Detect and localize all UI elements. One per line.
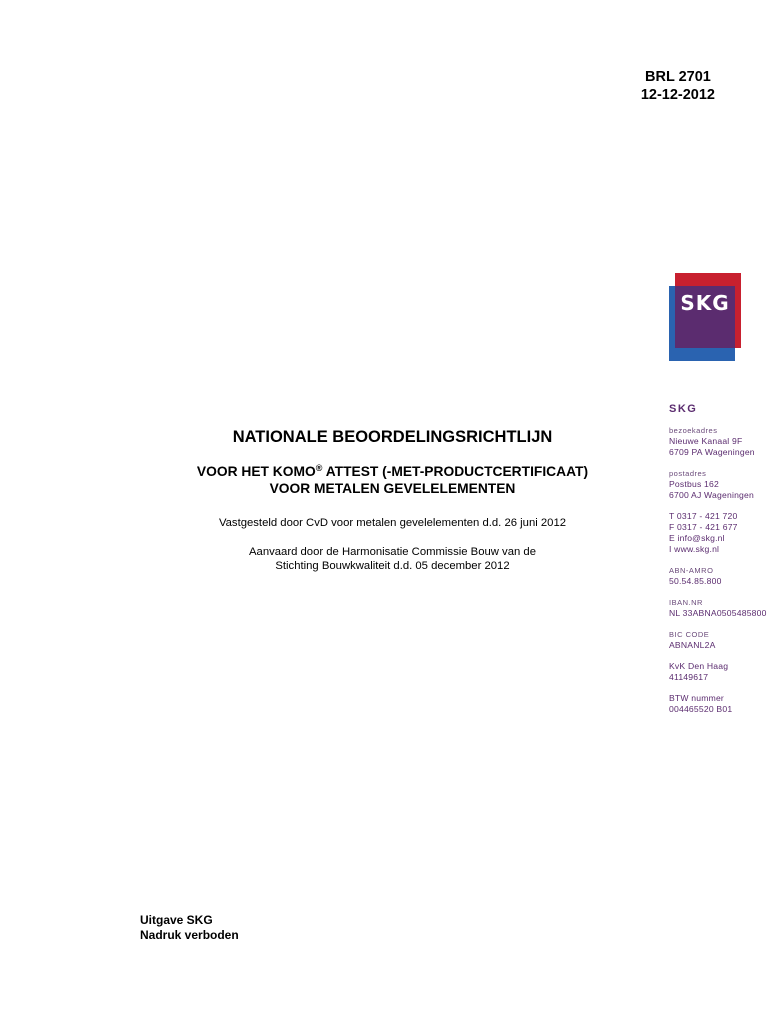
- contact-sidebar: [669, 404, 769, 725]
- fax: F 0317 - 421 677: [669, 522, 738, 532]
- reprint-notice: Nadruk verboden: [140, 928, 239, 942]
- page-title: NATIONALE BEOORDELINGSRICHTLIJN: [232, 428, 553, 446]
- subtitle-part-1: VOOR HET KOMO: [196, 464, 316, 479]
- page-subtitle: [120, 463, 665, 497]
- email-link[interactable]: E info@skg.nl: [669, 533, 725, 543]
- visiting-address-line: 6709 PA Wageningen: [669, 447, 755, 457]
- postal-address-line: Postbus 162: [669, 479, 719, 489]
- subtitle-part-2: ATTEST (-MET-PRODUCTCERTIFICAAT): [322, 464, 589, 479]
- sidebar-brand: SKG: [669, 403, 698, 415]
- phone: T 0317 - 421 720: [669, 511, 738, 521]
- vat-label: BTW nummer: [669, 693, 724, 703]
- subtitle-line-1: [120, 463, 665, 480]
- visiting-address: [669, 425, 769, 458]
- kvk-label: KvK Den Haag: [669, 661, 729, 671]
- document-reference: [641, 68, 715, 104]
- postal-address: [669, 468, 769, 501]
- bic: [669, 629, 769, 651]
- visiting-address-label: bezoekadres: [669, 426, 718, 435]
- accepted-line-1: Aanvaard door de Harmonisatie Commissie Bouw van de: [249, 546, 536, 558]
- publisher-footer: [140, 913, 239, 943]
- postal-address-line: 6700 AJ Wageningen: [669, 490, 754, 500]
- kvk-value: 41149617: [669, 672, 709, 682]
- subtitle-line-2: VOOR METALEN GEVELELEMENTEN: [269, 481, 516, 496]
- postal-address-label: postadres: [669, 469, 707, 478]
- bic-label: BIC CODE: [669, 630, 710, 639]
- website-link[interactable]: I www.skg.nl: [669, 544, 720, 554]
- vat: [669, 693, 769, 715]
- iban-value: NL 33ABNA0505485800: [669, 608, 767, 618]
- registered-mark: ®: [315, 463, 323, 473]
- iban: [669, 597, 769, 619]
- bank-account: [669, 565, 769, 587]
- document-code: BRL 2701: [645, 69, 711, 85]
- kvk: [669, 661, 769, 683]
- vat-value: 004465520 B01: [669, 704, 733, 714]
- accepted-line-2: Stichting Bouwkwaliteit d.d. 05 december 2012: [275, 560, 510, 572]
- iban-label: IBAN.NR: [669, 598, 703, 607]
- visiting-address-line: Nieuwe Kanaal 9F: [669, 436, 743, 446]
- bank-value: 50.54.85.800: [669, 576, 722, 586]
- bank-label: ABN-AMRO: [669, 566, 714, 575]
- established-statement: Vastgesteld door CvD voor metalen gevelelementen d.d. 26 juni 2012: [218, 517, 567, 529]
- skg-logo: [669, 273, 741, 361]
- contact-details: [669, 511, 769, 555]
- bic-value: ABNANL2A: [669, 640, 716, 650]
- publisher-line: Uitgave SKG: [140, 913, 213, 927]
- accepted-statement: [120, 545, 665, 573]
- logo-text: SKG: [680, 291, 730, 315]
- document-date: 12-12-2012: [640, 87, 715, 103]
